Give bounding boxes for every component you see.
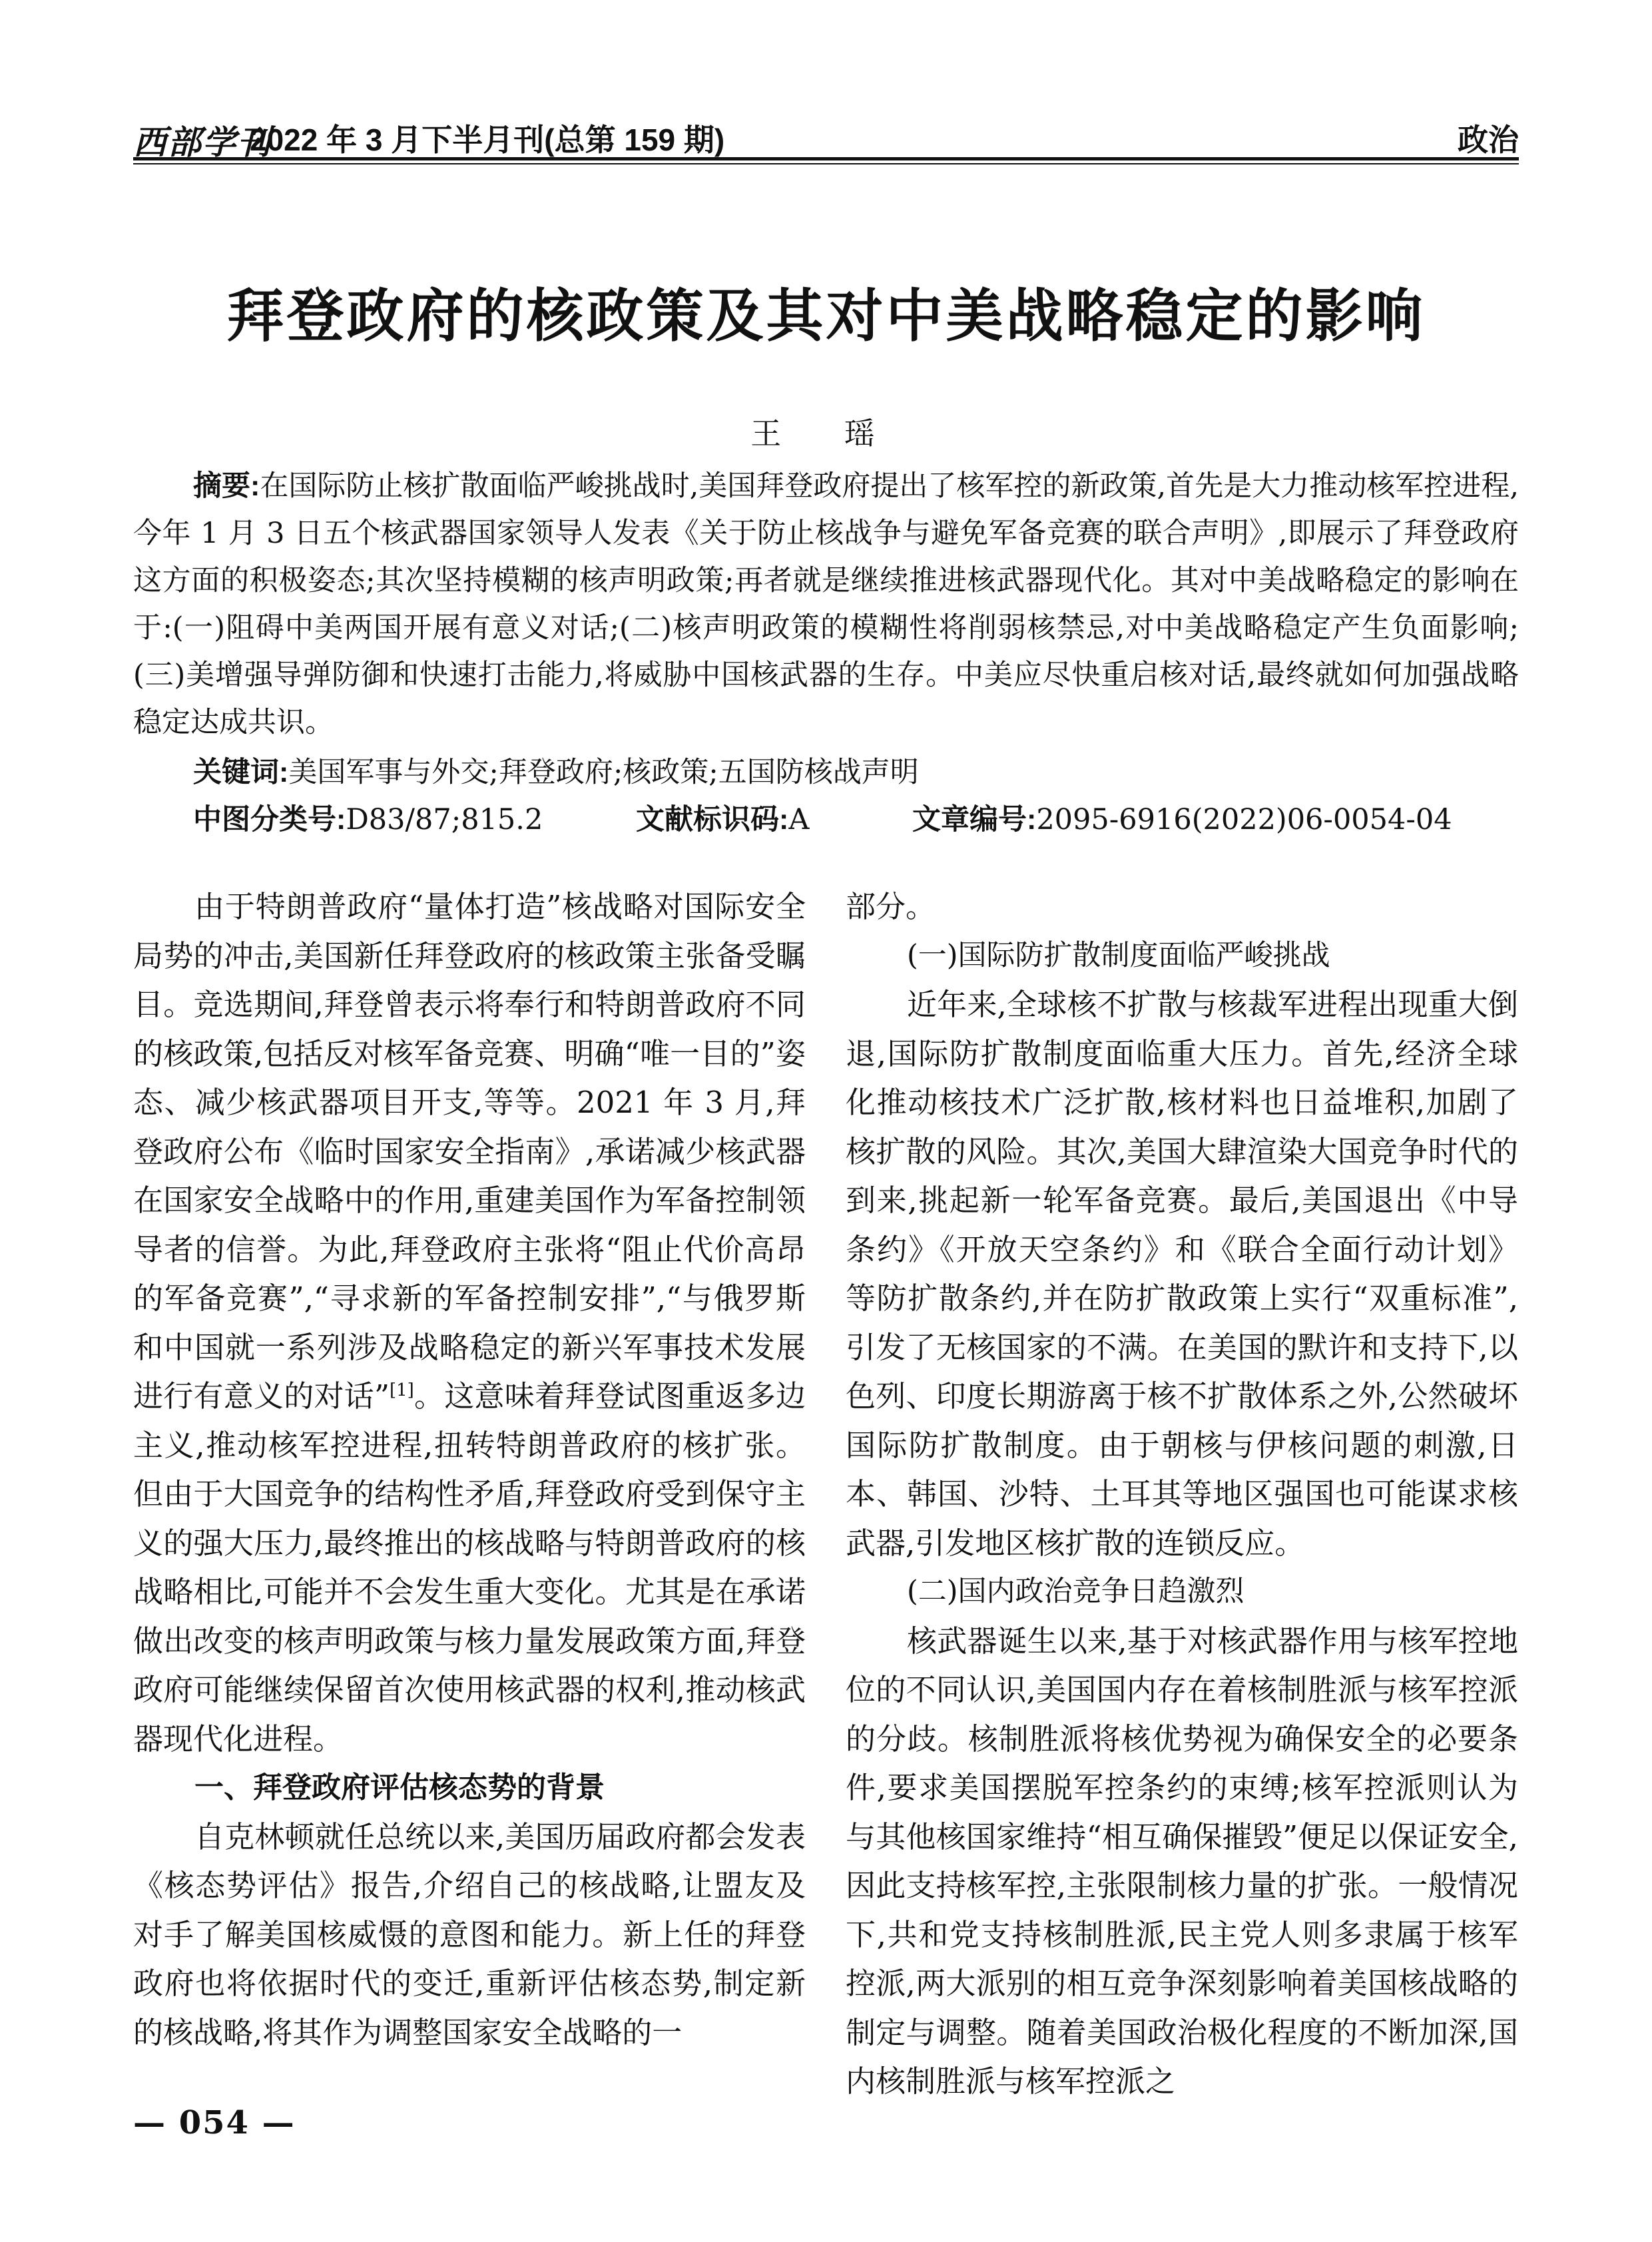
body-paragraph: 近年来,全球核不扩散与核裁军进程出现重大倒退,国际防扩散制度面临重大压力。首先,经济全球化推动核技术广泛扩散,核材料也日益堆积,加剧了核扩散的风险。其次,美国大肆渲染大国竞争时代的到来,挑起新一轮军备竞赛。最后,美国退出《中导条约》《开放天空条约》和《联合全面行动计划》等防扩散条约,并在防扩散政策上实行“双重标准”,引发了无核国家的不满。在美国的默许和支持下,以色列、印度长期游离于核不扩散体系之外,公然破坏国际防扩散制度。由于朝核与伊核问题的刺激,日本、韩国、沙特、土耳其等地区强国也可能谋求核武器,引发地区核扩散的连锁反应。 <box>846 987 1518 1561</box>
body-column-left <box>133 882 806 2057</box>
classification-line <box>193 796 1519 844</box>
author: 王 瑶 <box>750 416 902 451</box>
section-heading: 一、拜登政府评估核态势的背景 <box>194 1771 605 1804</box>
section-tag: 政治 <box>1458 123 1519 157</box>
abstract <box>133 463 1519 746</box>
abstract-text: 在国际防止核扩散面临严峻挑战时,美国拜登政府提出了核军控的新政策,首先是大力推动核军控进程,今年 1 月 3 日五个核武器国家领导人发表《关于防止核战争与避免军备竞赛的联合声明》,即展示了拜登政府这方面的积极姿态;其次坚持模糊的核声明政策;再者就是继续推进核武器现代化。其对中美战略稳定的影响在于:(一)阻碍中美两国开展有意义对话;(二)核声明政策的模糊性将削弱核禁忌,对中美战略稳定产生负面影响;(三)美增强导弹防御和快速打击能力,将威胁中国核武器的生存。中美应尽快重启核对话,最终就如何加强战略稳定达成共识。 <box>133 469 1519 739</box>
keywords-text: 美国军事与外交;拜登政府;核政策;五国防核战声明 <box>288 756 919 789</box>
clc-code: 中图分类号:D83/87;815.2 <box>193 803 543 836</box>
body-paragraph: 核武器诞生以来,基于对核武器作用与核军控地位的不同认识,美国国内存在着核制胜派与核军控派的分歧。核制胜派将核优势视为确保安全的必要条件,要求美国摆脱军控条约的束缚;核军控派则认为与其他核国家维持“相互确保摧毁”便足以保证安全,因此支持核军控,主张限制核力量的扩张。一般情况下,共和党支持核制胜派,民主党人则多隶属于核军控派,两大派别的相互竞争深刻影响着美国核战略的制定与调整。随着美国政治极化程度的不断加深,国内核制胜派与核军控派之 <box>846 1623 1518 2099</box>
body-paragraph: 自克林顿就任总统以来,美国历届政府都会发表《核态势评估》报告,介绍自己的核战略,让盟友及对手了解美国核威慑的意图和能力。新上任的拜登政府也将依据时代的变迁,重新评估核态势,制定新的核战略,将其作为调整国家安全战略的一 <box>133 1819 806 2050</box>
body-column-right <box>846 882 1518 2106</box>
abstract-label: 摘要: <box>193 470 260 502</box>
keywords <box>193 749 1519 796</box>
header-rule-thin <box>133 163 1519 164</box>
article-number: 文章编号:2095-6916(2022)06-0054-04 <box>912 803 1452 836</box>
article-title: 拜登政府的核政策及其对中美战略稳定的影响 <box>226 282 1426 350</box>
body-paragraph-continued: 部分。 <box>846 889 936 924</box>
running-header <box>133 112 1519 160</box>
document-code: 文献标识码:A <box>636 803 810 836</box>
page-number: — 054 — <box>133 2104 296 2141</box>
subsection-heading: (二)国内政治竞争日趋激烈 <box>907 1575 1244 1608</box>
citation-ref[interactable]: [1] <box>389 1380 414 1400</box>
header-rule <box>133 157 1519 160</box>
body-paragraph: 由于特朗普政府“量体打造”核战略对国际安全局势的冲击,美国新任拜登政府的核政策主张备受瞩目。竞选期间,拜登曾表示将奉行和特朗普政府不同的核政策,包括反对核军备竞赛、明确“唯一目的”姿态、减少核武器项目开支,等等。2021 年 3 月,拜登政府公布《临时国家安全指南》,承诺减少核武器在国家安全战略中的作用,重建美国作为军备控制领导者的信誉。为此,拜登政府主张将“阻止代价高昂的军备竞赛”,“寻求新的军备控制安排”,“与俄罗斯和中国就一系列涉及战略稳定的新兴军事技术发展进行有意义的对话”[1]。这意味着拜登试图重返多边主义,推动核军控进程,扭转特朗普政府的核扩张。但由于大国竞争的结构性矛盾,拜登政府受到保守主义的强大压力,最终推出的核战略与特朗普政府的核战略相比,可能并不会发生重大变化。尤其是在承诺做出改变的核声明政策与核力量发展政策方面,拜登政府可能继续保留首次使用核武器的权利,推动核武器现代化进程。 <box>133 889 806 1757</box>
keywords-label: 关键词: <box>193 756 289 788</box>
journal-logo: 西部学刊 <box>133 123 272 162</box>
journal-issue: 2022 年 3 月下半月刊(总第 159 期) <box>250 123 725 157</box>
subsection-heading: (一)国际防扩散制度面临严峻挑战 <box>907 938 1330 972</box>
